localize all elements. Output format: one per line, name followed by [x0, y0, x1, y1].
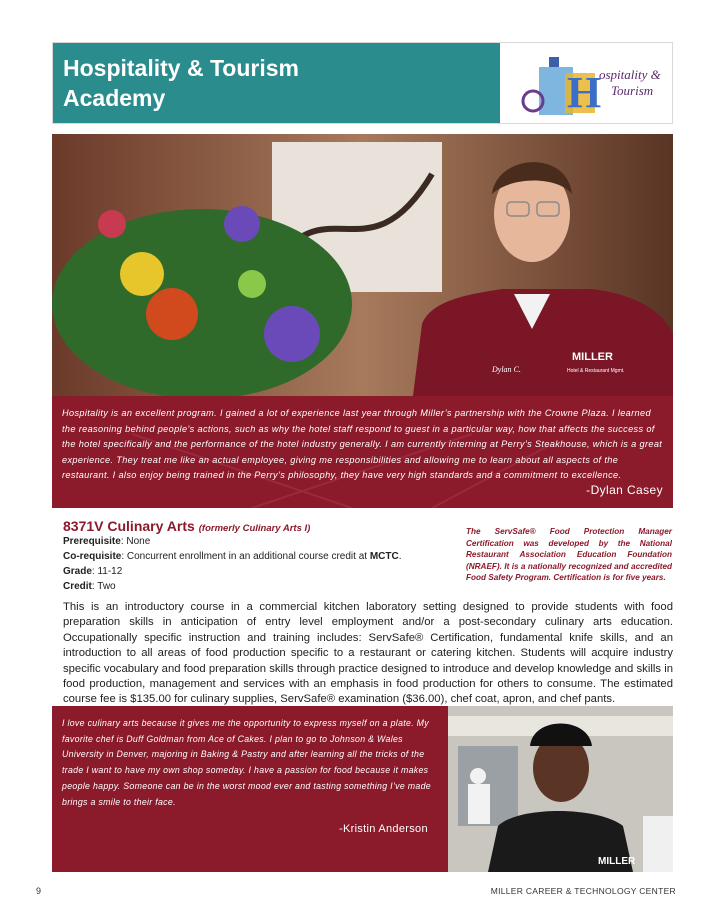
shirt-logo-subtext: Hotel & Restaurant Mgmt. [567, 368, 625, 374]
header-title-band [53, 43, 500, 123]
hospitality-tourism-logo [521, 49, 666, 119]
name-tag-text: Dylan C. [492, 365, 521, 374]
credit-value: : Two [91, 581, 116, 592]
logo-text-sub: Tourism [611, 83, 654, 98]
grade-value: : 11-12 [91, 566, 123, 577]
grade-label: Grade [63, 566, 92, 577]
course-description: This is an introductory course in a commercial kitchen laboratory setting designed to provide students with food preparation skills in anticipation of entry level employment and/or a post-secondary culinary arts education. Occupationally specific instruction and training includes: ServSafe® Certification, fundamental knife skills, and an introduction to all areas of food production specific to a restaurant or catering kitchen. Students will acquire industry specific vocabulary and food preparation skills through practice designed to introduce and develop knowledge and skills in food production, management and services with an emphasis in food production for others to consume. The estimated course fee is $135.00 for culinary supplies, ServSafe® examination ($36.00), chef coat, apron, and chef pants. [63, 601, 673, 706]
logo-text-main: ospitality & [599, 67, 661, 82]
hero-quote-attribution: -Dylan Casey [586, 483, 663, 497]
logo-flag-shape [549, 57, 559, 67]
chef-photo [448, 706, 673, 872]
chef-coat-logo: MILLER [598, 856, 636, 867]
student-testimonial-hero [52, 134, 673, 508]
student-testimonial-bottom [52, 706, 673, 872]
credit-label: Credit [63, 581, 92, 592]
servsafe-note: The ServSafe® Food Protection Manager Certification was developed by the National Restaurant Association Education Foundation (NRAEF). It is a nationally recognized and accredited Food Safety Program. Certification is for five years. [466, 527, 672, 582]
prerequisite-label: Prerequisite [63, 536, 121, 547]
hero-quote-text: Hospitality is an excellent program. I gained a lot of experience last year through Miller’s partnership with the Crowne Plaza. I learned the reasoning behind people’s actions, such as why the hotel staff respond to guest in a particular way, how that affects the success of the hotel specifically and the performance of the hotel industry generally. I am currently interning at Perry’s Steakhouse, which is a great experience. They treat me like an actual employee, giving me responsibilities and allowing me to learn about all aspects of the restaurant. I also enjoy being trained in the Perry’s philosophy, they have very high standards and a commitment to excellence. [62, 408, 663, 481]
section-header [52, 42, 673, 124]
background-person-body [468, 784, 490, 824]
corequisite-end: . [398, 551, 402, 562]
bottom-quote-text: I love culinary arts because it gives me the opportunity to express myself on a plate. My favorite chef is Duff Goldman from Ace of Cakes. I plan to go to Johnson & Wales University in Denver, majoring in Baking & Pastry and after learning all the tricks of the trade I want to have my own shop someday. I have a passion for food because it makes people happy. Someone can be in the worst mood ever and tasting something I’ve made brings a smile to their face. [62, 718, 432, 807]
page-title: Hospitality & Tourism Academy [63, 55, 299, 111]
course-formerly: (formerly Culinary Arts I) [198, 523, 311, 534]
background-person-head [470, 768, 486, 784]
corequisite-institution: MCTC [369, 551, 399, 562]
footer-organization: MILLER CAREER & TECHNOLOGY CENTER [490, 886, 676, 896]
shirt-logo-text: MILLER [572, 351, 613, 363]
prerequisite-value: : None [120, 536, 151, 547]
corequisite-value: : Concurrent enrollment in an additional course credit at [121, 551, 370, 562]
bottom-quote-attribution: -Kristin Anderson [339, 823, 428, 835]
page-number: 9 [36, 886, 42, 896]
logo-letter: H [567, 68, 602, 117]
course-title: 8371V Culinary Arts [63, 518, 195, 534]
corequisite-label: Co-requisite [63, 551, 122, 562]
background-chef-figure [643, 816, 673, 872]
